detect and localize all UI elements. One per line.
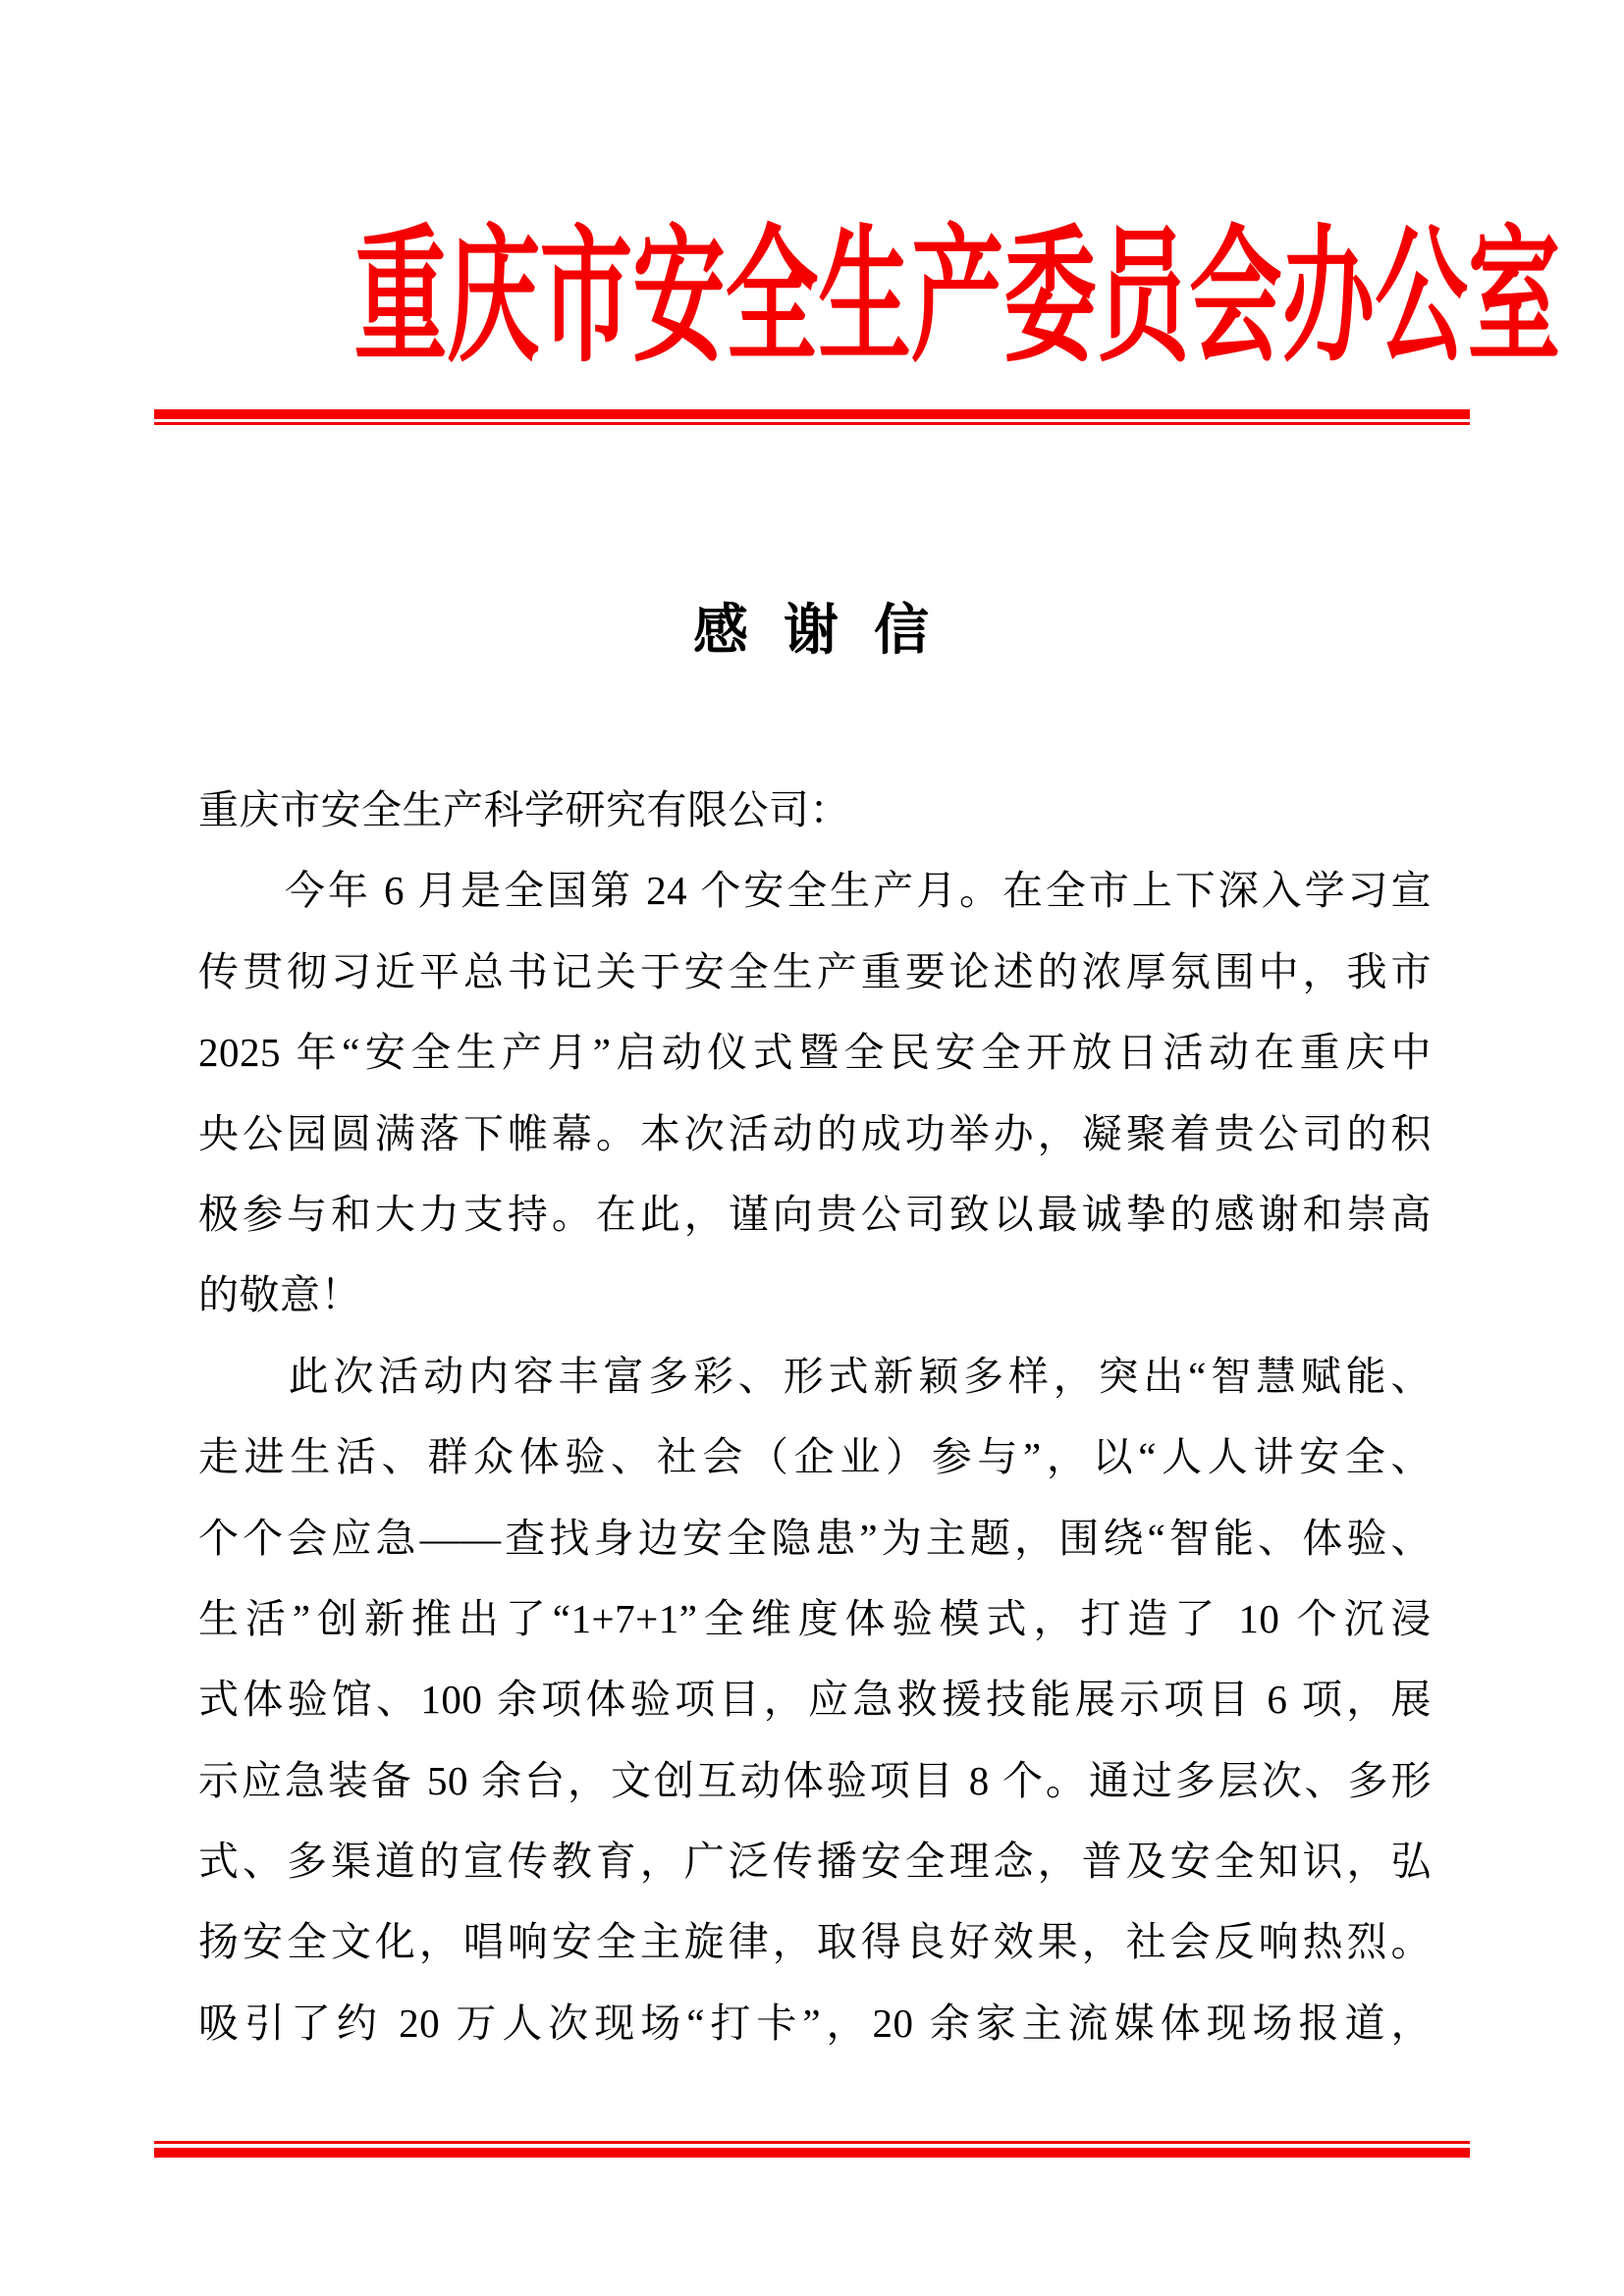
letterhead-rule-thin [154,422,1470,425]
footer-rule-thick [154,2148,1470,2158]
body-line: 今年 6 月是全国第 24 个安全生产月。在全市上下深入学习宣 [198,868,1432,914]
letter-body [198,770,1432,2063]
body-line: 极参与和大力支持。在此，谨向贵公司致以最诚挚的感谢和崇高 [198,1191,1432,1237]
body-line: 吸引了约 20 万人次现场“打卡”，20 余家主流媒体现场报道， [198,2000,1432,2046]
body-line: 央公园圆满落下帷幕。本次活动的成功举办，凝聚着贵公司的积 [198,1110,1432,1156]
body-line: 式体验馆、100 余项体验项目，应急救援技能展示项目 6 项，展 [198,1677,1432,1723]
body-line: 式、多渠道的宣传教育，广泛传播安全理念，普及安全知识，弘 [198,1839,1432,1885]
body-line: 传贯彻习近平总书记关于安全生产重要论述的浓厚氛围中，我市 [198,948,1432,994]
body-line: 个个会应急——查找身边安全隐患”为主题，围绕“智能、体验、 [198,1515,1432,1561]
footer-rule-thin [154,2141,1470,2144]
letter-title: 感 谢 信 [693,601,931,662]
body-line: 生活”创新推出了“1+7+1”全维度体验模式，打造了 10 个沉浸 [198,1595,1432,1641]
body-line: 扬安全文化，唱响安全主旋律，取得良好效果，社会反响热烈。 [198,1919,1432,1965]
letterhead-org-name: 重庆市安全生产委员会办公室 [353,217,1561,380]
body-line: 走进生活、群众体验、社会（企业）参与”，以“人人讲安全、 [198,1434,1432,1480]
body-line: 2025 年“安全生产月”启动仪式暨全民安全开放日活动在重庆中 [198,1030,1432,1076]
letterhead-rule-thick [154,409,1470,419]
salutation-line: 重庆市安全生产科学研究有限公司： [198,787,850,832]
body-line: 的敬意！ [198,1272,361,1318]
body-line: 此次活动内容丰富多彩、形式新颖多样，突出“智慧赋能、 [198,1353,1432,1399]
letterhead [0,218,1624,380]
body-line: 示应急装备 50 余台，文创互动体验项目 8 个。通过多层次、多形 [198,1757,1432,1803]
